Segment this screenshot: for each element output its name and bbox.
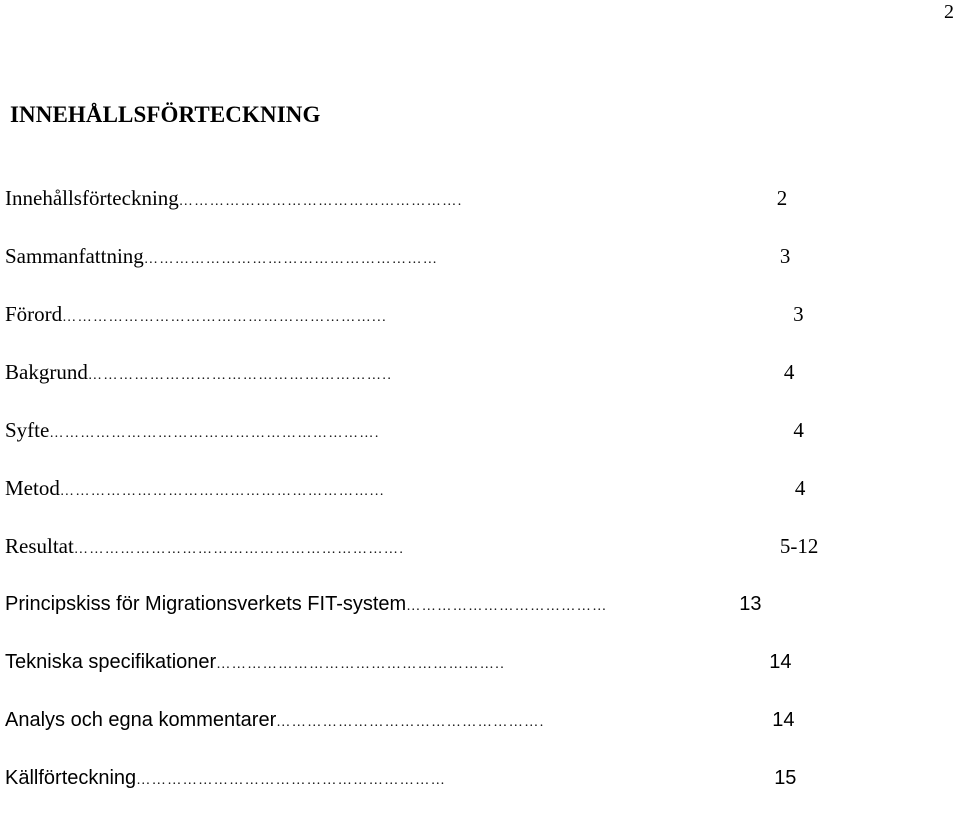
toc-leader: ……………………………………………….. xyxy=(216,657,506,672)
toc-entry-title: Analys och egna kommentarer xyxy=(5,709,277,731)
toc-entry-title: Tekniska specifikationer xyxy=(5,651,217,673)
toc-entry-page: 14 xyxy=(769,651,792,673)
toc-entry-page: 14 xyxy=(772,709,795,731)
toc-leader: ………………………………………………… xyxy=(143,252,439,267)
toc-entry xyxy=(5,357,845,415)
table-of-contents xyxy=(5,183,845,821)
toc-entry xyxy=(5,241,845,299)
toc-leader: ……………………………………………. xyxy=(276,715,545,730)
toc-leader: ………………………………………………………. xyxy=(49,426,380,441)
toc-entry xyxy=(5,763,845,821)
toc-entry-page: 4 xyxy=(783,360,795,384)
toc-leader: …………………………………………………… xyxy=(136,773,447,788)
toc-entry xyxy=(5,473,845,531)
toc-entry xyxy=(5,705,845,763)
toc-leader: ……………………………………………………... xyxy=(62,310,388,325)
toc-entry-title: Metod xyxy=(5,476,60,500)
toc-entry xyxy=(5,415,845,473)
toc-entry-page: 4 xyxy=(793,418,804,442)
toc-entry-title: Principskiss för Migrationsverkets FIT-system xyxy=(5,593,407,615)
toc-entry-page: 3 xyxy=(793,302,804,326)
toc-leader: ……………………………………………………... xyxy=(59,484,385,499)
toc-entry-title: Förord xyxy=(5,302,63,326)
toc-heading: INNEHÅLLSFÖRTECKNING xyxy=(10,102,321,127)
toc-entry-page: 15 xyxy=(774,767,797,789)
toc-entry-page: 4 xyxy=(794,476,806,500)
toc-entry-title: Källförteckning xyxy=(5,767,137,789)
toc-leader: ………………………………… xyxy=(406,599,608,614)
toc-leader: ………………………………………………….. xyxy=(87,368,393,383)
toc-entry xyxy=(5,531,845,589)
toc-entry xyxy=(5,299,845,357)
toc-entry-page: 2 xyxy=(776,186,788,210)
toc-entry-title: Resultat xyxy=(5,534,74,558)
toc-entry xyxy=(5,183,845,241)
toc-entry-page: 5-12 xyxy=(779,534,819,558)
toc-entry-title: Sammanfattning xyxy=(5,244,144,268)
toc-leader: ………………………………………………. xyxy=(178,194,463,209)
toc-entry-page: 13 xyxy=(739,593,762,615)
toc-entry xyxy=(5,647,845,705)
toc-entry-title: Innehållsförteckning xyxy=(5,186,179,210)
toc-entry-title: Bakgrund xyxy=(5,360,88,384)
toc-entry xyxy=(5,589,845,647)
page-number: 2 xyxy=(944,1,954,23)
toc-leader: ………………………………………………………. xyxy=(73,542,405,557)
toc-entry-page: 3 xyxy=(779,244,791,268)
toc-entry-title: Syfte xyxy=(5,418,50,442)
